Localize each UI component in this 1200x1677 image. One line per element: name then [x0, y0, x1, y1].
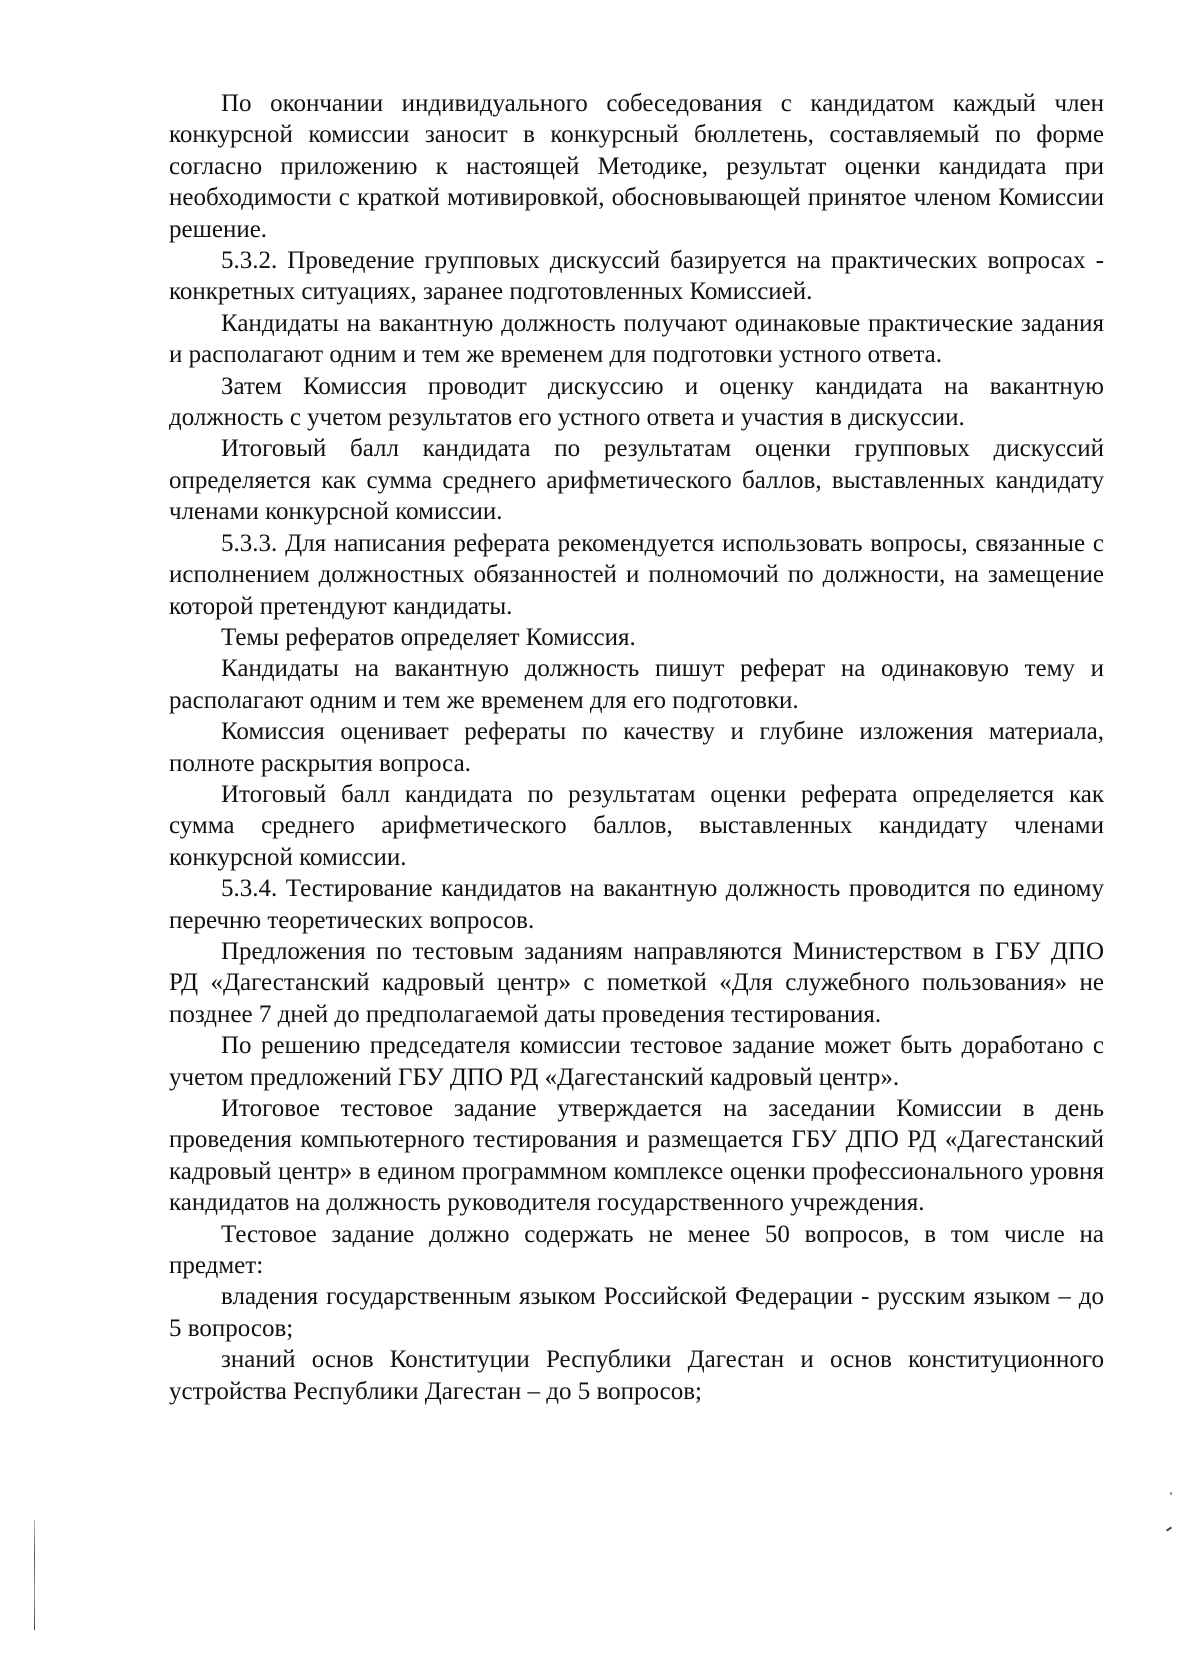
paragraph-test-approval: Итоговое тестовое задание утверждается на заседании Комиссии в день проведения компьютерного тестирования и размещается ГБУ ДПО РД «Дагестанский кадровый центр» в едином программном комплексе оценки профессионального уровня кандидатов на должность руководителя государственного учреждения. — [169, 1095, 1104, 1217]
paragraph-test-revision: По решению председателя комиссии тестовое задание может быть доработано с учетом предложений ГБУ ДПО РД «Дагестанский кадровый центр». — [169, 1032, 1104, 1091]
scan-speck-mark — [1166, 1526, 1172, 1531]
paragraph-test-proposals: Предложения по тестовым заданиям направляются Министерством в ГБУ ДПО РД «Дагестанский кадровый центр» с пометкой «Для служебного пользования» не позднее 7 дней до предполагаемой даты проведения тестирования. — [169, 937, 1104, 1028]
paragraph-essay-evaluation: Комиссия оценивает рефераты по качеству и глубине изложения материала, полноте раскрытия вопроса. — [169, 718, 1104, 777]
paragraph-5-3-3: 5.3.3. Для написания реферата рекомендуется использовать вопросы, связанные с исполнением должностных обязанностей и полномочий по должности, на замещение которой претендуют кандидаты. — [169, 529, 1104, 620]
paragraph-essay-score: Итоговый балл кандидата по результатам оценки реферата определяется как сумма среднего арифметического баллов, выставленных кандидату членами конкурсной комиссии. — [169, 780, 1104, 871]
paragraph-interview-ballot: По окончании индивидуального собеседования с кандидатом каждый член конкурсной комиссии заносит в конкурсный бюллетень, составляемый по форме согласно приложению к настоящей Методике, результат оценки кандидата при необходимости с краткой мотивировкой, обосновывающей принятое членом Комиссии решение. — [169, 90, 1104, 243]
paragraph-5-3-4: 5.3.4. Тестирование кандидатов на вакантную должность проводится по единому перечню теоретических вопросов. — [169, 875, 1104, 934]
paragraph-5-3-2: 5.3.2. Проведение групповых дискуссий базируется на практических вопросах - конкретных ситуациях, заранее подготовленных Комиссией. — [169, 247, 1104, 306]
scan-edge-mark — [34, 1520, 35, 1630]
paragraph-test-content: Тестовое задание должно содержать не менее 50 вопросов, в том числе на предмет: — [169, 1220, 1104, 1280]
list-item-russian-language: владения государственным языком Российской Федерации - русским языком – до 5 вопросов; — [169, 1283, 1104, 1342]
paragraph-group-tasks: Кандидаты на вакантную должность получают одинаковые практические задания и располагают одним и тем же временем для подготовки устного ответа. — [169, 309, 1104, 369]
paragraph-discussion-evaluation: Затем Комиссия проводит дискуссию и оценку кандидата на вакантную должность с учетом результатов его устного ответа и участия в дискуссии. — [169, 372, 1104, 432]
document-body — [169, 88, 1104, 1407]
list-item-constitution: знаний основ Конституции Республики Дагестан и основ конституционного устройства Республики Дагестан – до 5 вопросов; — [169, 1346, 1104, 1405]
paragraph-essay-writing: Кандидаты на вакантную должность пишут реферат на одинаковую тему и располагают одним и тем же временем для его подготовки. — [169, 655, 1104, 714]
paragraph-discussion-score: Итоговый балл кандидата по результатам оценки групповых дискуссий определяется как сумма среднего арифметического баллов, выставленных кандидату членами конкурсной комиссии. — [169, 435, 1104, 526]
scan-dot-mark — [1170, 1492, 1172, 1495]
paragraph-essay-topics: Темы рефератов определяет Комиссия. — [221, 623, 636, 651]
